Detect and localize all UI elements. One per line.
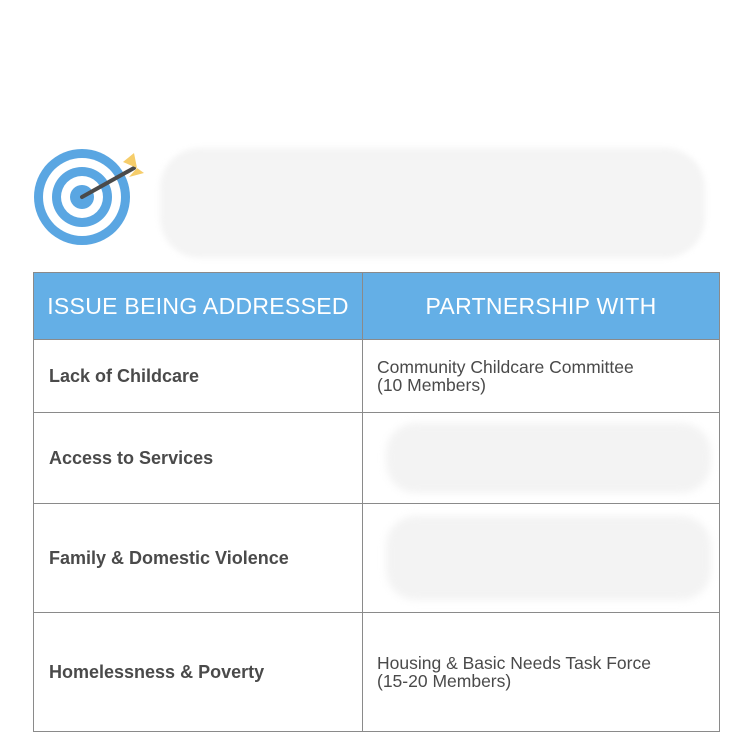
partnership-table: [33, 272, 720, 732]
redacted-partner: [386, 516, 711, 600]
issue-cell: Homelessness & Poverty: [34, 613, 363, 732]
partner-cell: [363, 340, 720, 413]
table-row: [34, 340, 720, 413]
issue-cell: Lack of Childcare: [34, 340, 363, 413]
column-header-partner: PARTNERSHIP WITH: [363, 273, 720, 340]
redacted-partner: [386, 423, 711, 493]
table-row: [34, 504, 720, 613]
table-row: [34, 613, 720, 732]
issue-cell: Access to Services: [34, 413, 363, 504]
partner-text: Housing & Basic Needs Task Force (15-20 Members): [377, 653, 651, 691]
table-header-row: [34, 273, 720, 340]
redacted-title: [160, 148, 705, 258]
partner-cell-redacted: [363, 504, 720, 613]
issue-cell: Family & Domestic Violence: [34, 504, 363, 613]
column-header-issue: ISSUE BEING ADDRESSED: [34, 273, 363, 340]
partner-text: Community Childcare Committee (10 Members): [377, 357, 634, 395]
target-icon: [33, 148, 147, 246]
partner-cell: [363, 613, 720, 732]
partner-cell-redacted: [363, 413, 720, 504]
table-row: [34, 413, 720, 504]
